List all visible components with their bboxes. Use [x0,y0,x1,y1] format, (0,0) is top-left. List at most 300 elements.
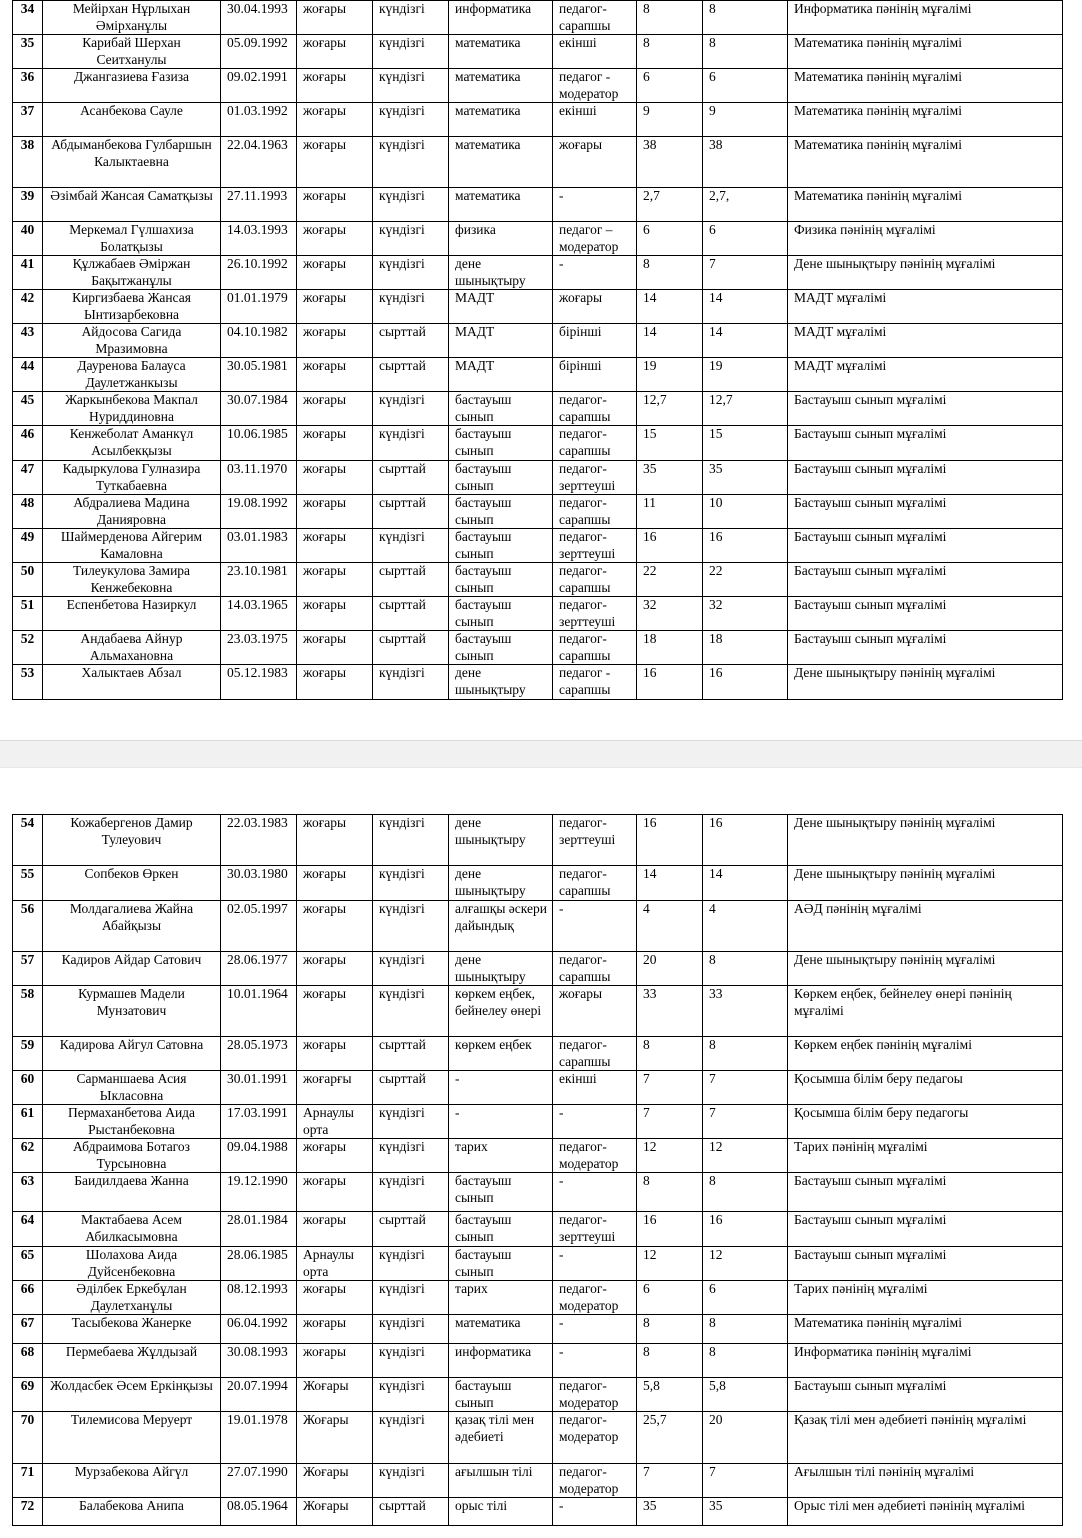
teaching-experience-cell: 14 [703,324,788,358]
total-experience-cell: 35 [637,461,703,495]
row-number-cell: 72 [13,1498,43,1526]
teacher-name-cell: Кадиров Айдар Сатович [43,952,221,986]
specialty-cell: көркем еңбек, бейнелеу өнері [449,986,553,1037]
birth-date-cell: 30.07.1984 [221,392,297,426]
specialty-cell: бастауыш сынып [449,495,553,529]
position-cell: Дене шынықтыру пәнінің мұғалімі [788,665,1063,700]
birth-date-cell: 26.10.1992 [221,256,297,290]
teacher-name-cell: Халыктаев Абзал [43,665,221,700]
teaching-experience-cell: 33 [703,986,788,1037]
position-cell: Математика пәнінің мұғалімі [788,1315,1063,1344]
position-cell: Бастауыш сынып мұғалімі [788,631,1063,665]
specialty-cell: ағылшын тілі [449,1464,553,1498]
birth-date-cell: 01.01.1979 [221,290,297,324]
document-page-1 [12,0,1062,700]
study-form-cell: күндізгі [373,952,449,986]
table-row [13,461,1063,495]
study-form-cell: күндізгі [373,901,449,952]
specialty-cell: бастауыш сынып [449,1173,553,1212]
staff-table-page-2 [12,814,1063,1526]
education-level-cell: жоғары [297,597,373,631]
table-row [13,1412,1063,1464]
qualification-category-cell: - [553,1247,637,1281]
teaching-experience-cell: 8 [703,1315,788,1344]
table-row [13,188,1063,222]
education-level-cell: жоғары [297,563,373,597]
birth-date-cell: 27.07.1990 [221,1464,297,1498]
education-level-cell: жоғары [297,137,373,188]
teaching-experience-cell: 32 [703,597,788,631]
position-cell: Физика пәнінің мұғалімі [788,222,1063,256]
teaching-experience-cell: 18 [703,631,788,665]
table-row [13,1281,1063,1315]
specialty-cell: МАДТ [449,358,553,392]
teacher-name-cell: Асанбекова Сауле [43,103,221,137]
total-experience-cell: 19 [637,358,703,392]
total-experience-cell: 6 [637,222,703,256]
total-experience-cell: 16 [637,529,703,563]
specialty-cell: дене шынықтыру [449,256,553,290]
teaching-experience-cell: 22 [703,563,788,597]
qualification-category-cell: - [553,1105,637,1139]
education-level-cell: жоғары [297,495,373,529]
specialty-cell: физика [449,222,553,256]
position-cell: Тарих пәнінің мұғалімі [788,1281,1063,1315]
birth-date-cell: 05.12.1983 [221,665,297,700]
position-cell: Көркем еңбек пәнінің мұғалімі [788,1037,1063,1071]
specialty-cell: бастауыш сынып [449,631,553,665]
position-cell: Математика пәнінің мұғалімі [788,103,1063,137]
row-number-cell: 42 [13,290,43,324]
study-form-cell: күндізгі [373,986,449,1037]
teaching-experience-cell: 14 [703,866,788,901]
study-form-cell: күндізгі [373,1315,449,1344]
table-row [13,665,1063,700]
teacher-name-cell: Андабаева Айнур Альмахановна [43,631,221,665]
teaching-experience-cell: 12 [703,1139,788,1173]
position-cell: Орыс тілі мен әдебиеті пәнінің мұғалімі [788,1498,1063,1526]
table-row [13,1464,1063,1498]
row-number-cell: 52 [13,631,43,665]
specialty-cell: бастауыш сынып [449,1378,553,1412]
teaching-experience-cell: 20 [703,1412,788,1464]
total-experience-cell: 8 [637,1344,703,1378]
education-level-cell: жоғары [297,290,373,324]
document-page-2 [12,814,1062,1526]
position-cell: Информатика пәнінің мұғалімі [788,1,1063,35]
qualification-category-cell: педагог-зерттеуші [553,1212,637,1247]
qualification-category-cell: педагог-модератор [553,1412,637,1464]
position-cell: Математика пәнінің мұғалімі [788,35,1063,69]
qualification-category-cell: жоғары [553,290,637,324]
teacher-name-cell: Карибай Шерхан Сеитханулы [43,35,221,69]
total-experience-cell: 33 [637,986,703,1037]
teacher-name-cell: Мактабаева Асем Абилкасымовна [43,1212,221,1247]
table-row [13,952,1063,986]
qualification-category-cell: педагог-зерттеуші [553,815,637,866]
table-row [13,324,1063,358]
education-level-cell: жоғары [297,461,373,495]
qualification-category-cell: педагог-зерттеуші [553,597,637,631]
qualification-category-cell: - [553,1498,637,1526]
row-number-cell: 55 [13,866,43,901]
study-form-cell: күндізгі [373,103,449,137]
specialty-cell: - [449,1105,553,1139]
qualification-category-cell: жоғары [553,986,637,1037]
study-form-cell: күндізгі [373,815,449,866]
teaching-experience-cell: 2,7, [703,188,788,222]
teacher-name-cell: Баидилдаева Жанна [43,1173,221,1212]
row-number-cell: 59 [13,1037,43,1071]
qualification-category-cell: бірінші [553,358,637,392]
position-cell: Бастауыш сынып мұғалімі [788,529,1063,563]
total-experience-cell: 6 [637,1281,703,1315]
qualification-category-cell: педагог-модератор [553,1281,637,1315]
teacher-name-cell: Тасыбекова Жанерке [43,1315,221,1344]
row-number-cell: 71 [13,1464,43,1498]
study-form-cell: күндізгі [373,290,449,324]
table-row [13,1105,1063,1139]
teaching-experience-cell: 8 [703,952,788,986]
teacher-name-cell: Пермебаева Жұлдызай [43,1344,221,1378]
education-level-cell: жоғары [297,901,373,952]
specialty-cell: орыс тілі [449,1498,553,1526]
birth-date-cell: 04.10.1982 [221,324,297,358]
teaching-experience-cell: 16 [703,815,788,866]
teaching-experience-cell: 12 [703,1247,788,1281]
specialty-cell: тарих [449,1139,553,1173]
teaching-experience-cell: 8 [703,1344,788,1378]
study-form-cell: күндізгі [373,1412,449,1464]
qualification-category-cell: - [553,1173,637,1212]
total-experience-cell: 12 [637,1139,703,1173]
total-experience-cell: 12 [637,1247,703,1281]
row-number-cell: 61 [13,1105,43,1139]
qualification-category-cell: педагог-сарапшы [553,426,637,461]
education-level-cell: жоғары [297,1281,373,1315]
row-number-cell: 44 [13,358,43,392]
position-cell: Дене шынықтыру пәнінің мұғалімі [788,815,1063,866]
table-row [13,256,1063,290]
education-level-cell: жоғары [297,426,373,461]
position-cell: Математика пәнінің мұғалімі [788,69,1063,103]
table-row [13,358,1063,392]
teaching-experience-cell: 16 [703,529,788,563]
birth-date-cell: 17.03.1991 [221,1105,297,1139]
study-form-cell: күндізгі [373,1378,449,1412]
teaching-experience-cell: 12,7 [703,392,788,426]
teaching-experience-cell: 8 [703,35,788,69]
birth-date-cell: 22.03.1983 [221,815,297,866]
table-row [13,392,1063,426]
teacher-name-cell: Джангазиева Ғазиза [43,69,221,103]
study-form-cell: сырттай [373,495,449,529]
specialty-cell: бастауыш сынып [449,1212,553,1247]
specialty-cell: математика [449,103,553,137]
total-experience-cell: 8 [637,256,703,290]
teacher-name-cell: Киргизбаева Жансая Ынтизарбековна [43,290,221,324]
study-form-cell: күндізгі [373,1139,449,1173]
specialty-cell: информатика [449,1,553,35]
position-cell: Тарих пәнінің мұғалімі [788,1139,1063,1173]
row-number-cell: 62 [13,1139,43,1173]
teacher-name-cell: Жолдасбек Әсем Еркінқызы [43,1378,221,1412]
page-separator [0,740,1082,768]
row-number-cell: 35 [13,35,43,69]
education-level-cell: Жоғары [297,1464,373,1498]
specialty-cell: бастауыш сынып [449,1247,553,1281]
teaching-experience-cell: 35 [703,461,788,495]
table-row [13,1071,1063,1105]
total-experience-cell: 22 [637,563,703,597]
table-row [13,866,1063,901]
qualification-category-cell: педагог-сарапшы [553,392,637,426]
teaching-experience-cell: 6 [703,1281,788,1315]
specialty-cell: математика [449,35,553,69]
total-experience-cell: 14 [637,866,703,901]
table-row [13,1498,1063,1526]
specialty-cell: дене шынықтыру [449,866,553,901]
birth-date-cell: 06.04.1992 [221,1315,297,1344]
total-experience-cell: 8 [637,1,703,35]
table-row [13,222,1063,256]
birth-date-cell: 19.08.1992 [221,495,297,529]
table-row [13,290,1063,324]
total-experience-cell: 5,8 [637,1378,703,1412]
row-number-cell: 67 [13,1315,43,1344]
teacher-name-cell: Құлжабаев Әміржан Бақытжанұлы [43,256,221,290]
total-experience-cell: 8 [637,1173,703,1212]
birth-date-cell: 30.05.1981 [221,358,297,392]
specialty-cell: МАДТ [449,290,553,324]
table-row [13,901,1063,952]
study-form-cell: күндізгі [373,392,449,426]
teacher-name-cell: Кадыркулова Гулназира Туткабаевна [43,461,221,495]
birth-date-cell: 14.03.1965 [221,597,297,631]
education-level-cell: жоғары [297,35,373,69]
birth-date-cell: 28.01.1984 [221,1212,297,1247]
birth-date-cell: 02.05.1997 [221,901,297,952]
row-number-cell: 37 [13,103,43,137]
birth-date-cell: 08.12.1993 [221,1281,297,1315]
table-row [13,1315,1063,1344]
table-row [13,137,1063,188]
qualification-category-cell: педагог – модератор [553,222,637,256]
specialty-cell: тарих [449,1281,553,1315]
row-number-cell: 38 [13,137,43,188]
row-number-cell: 54 [13,815,43,866]
row-number-cell: 48 [13,495,43,529]
table-row [13,815,1063,866]
education-level-cell: жоғары [297,1344,373,1378]
education-level-cell: жоғары [297,1037,373,1071]
teacher-name-cell: Тилемисова Меруерт [43,1412,221,1464]
qualification-category-cell: педагог-зерттеуші [553,529,637,563]
study-form-cell: сырттай [373,1498,449,1526]
education-level-cell: жоғары [297,222,373,256]
row-number-cell: 49 [13,529,43,563]
birth-date-cell: 09.04.1988 [221,1139,297,1173]
table-row [13,986,1063,1037]
table-row [13,597,1063,631]
total-experience-cell: 12,7 [637,392,703,426]
education-level-cell: жоғары [297,392,373,426]
qualification-category-cell: педагог - сарапшы [553,665,637,700]
birth-date-cell: 20.07.1994 [221,1378,297,1412]
table-row [13,631,1063,665]
total-experience-cell: 35 [637,1498,703,1526]
birth-date-cell: 28.06.1985 [221,1247,297,1281]
teacher-name-cell: Әділбек Еркебұлан Даулетханұлы [43,1281,221,1315]
total-experience-cell: 7 [637,1464,703,1498]
teaching-experience-cell: 7 [703,1105,788,1139]
teaching-experience-cell: 8 [703,1037,788,1071]
teaching-experience-cell: 16 [703,665,788,700]
qualification-category-cell: педагог-модератор [553,1139,637,1173]
study-form-cell: күндізгі [373,1173,449,1212]
table-row [13,495,1063,529]
total-experience-cell: 2,7 [637,188,703,222]
position-cell: МАДТ мұғалімі [788,324,1063,358]
position-cell: Бастауыш сынып мұғалімі [788,1173,1063,1212]
row-number-cell: 53 [13,665,43,700]
teaching-experience-cell: 14 [703,290,788,324]
row-number-cell: 40 [13,222,43,256]
teacher-name-cell: Еспенбетова Назиркул [43,597,221,631]
education-level-cell: жоғары [297,952,373,986]
total-experience-cell: 16 [637,815,703,866]
qualification-category-cell: педагог-сарапшы [553,495,637,529]
teacher-name-cell: Тилеукулова Замира Кенжебековна [43,563,221,597]
teacher-name-cell: Мурзабекова Айгүл [43,1464,221,1498]
teacher-name-cell: Жаркынбекова Макпал Нуриддиновна [43,392,221,426]
total-experience-cell: 8 [637,35,703,69]
row-number-cell: 46 [13,426,43,461]
qualification-category-cell: педагог-сарапшы [553,631,637,665]
qualification-category-cell: бірінші [553,324,637,358]
teacher-name-cell: Кенжеболат Аманкүл Асылбекқызы [43,426,221,461]
total-experience-cell: 11 [637,495,703,529]
row-number-cell: 66 [13,1281,43,1315]
specialty-cell: математика [449,1315,553,1344]
study-form-cell: күндізгі [373,866,449,901]
table-row [13,1139,1063,1173]
position-cell: МАДТ мұғалімі [788,290,1063,324]
birth-date-cell: 28.05.1973 [221,1037,297,1071]
table-row [13,1378,1063,1412]
teacher-name-cell: Балабекова Анипа [43,1498,221,1526]
study-form-cell: сырттай [373,597,449,631]
study-form-cell: күндізгі [373,137,449,188]
total-experience-cell: 25,7 [637,1412,703,1464]
education-level-cell: жоғары [297,1315,373,1344]
position-cell: Бастауыш сынып мұғалімі [788,563,1063,597]
study-form-cell: күндізгі [373,35,449,69]
study-form-cell: күндізгі [373,1464,449,1498]
birth-date-cell: 30.03.1980 [221,866,297,901]
education-level-cell: Жоғары [297,1498,373,1526]
birth-date-cell: 03.01.1983 [221,529,297,563]
study-form-cell: күндізгі [373,188,449,222]
birth-date-cell: 22.04.1963 [221,137,297,188]
teacher-name-cell: Сарманшаева Асия Ыкласовна [43,1071,221,1105]
study-form-cell: сырттай [373,1212,449,1247]
teacher-name-cell: Курмашев Мадели Мунзатович [43,986,221,1037]
total-experience-cell: 16 [637,665,703,700]
birth-date-cell: 01.03.1992 [221,103,297,137]
specialty-cell: бастауыш сынып [449,597,553,631]
education-level-cell: жоғары [297,631,373,665]
table-row [13,35,1063,69]
teacher-name-cell: Айдосова Сагида Мразимовна [43,324,221,358]
study-form-cell: сырттай [373,631,449,665]
staff-table-page-1 [12,0,1063,700]
row-number-cell: 64 [13,1212,43,1247]
position-cell: Қазақ тілі мен әдебиеті пәнінің мұғалімі [788,1412,1063,1464]
study-form-cell: сырттай [373,324,449,358]
total-experience-cell: 7 [637,1105,703,1139]
birth-date-cell: 19.01.1978 [221,1412,297,1464]
position-cell: Қосымша білім беру педагогы [788,1105,1063,1139]
teaching-experience-cell: 16 [703,1212,788,1247]
table-row [13,1037,1063,1071]
position-cell: МАДТ мұғалімі [788,358,1063,392]
position-cell: Бастауыш сынып мұғалімі [788,426,1063,461]
teaching-experience-cell: 38 [703,137,788,188]
teaching-experience-cell: 5,8 [703,1378,788,1412]
total-experience-cell: 4 [637,901,703,952]
qualification-category-cell: педагог - модератор [553,69,637,103]
teacher-name-cell: Шаймерденова Айгерим Камаловна [43,529,221,563]
table-row [13,529,1063,563]
teaching-experience-cell: 8 [703,1173,788,1212]
specialty-cell: бастауыш сынып [449,529,553,563]
row-number-cell: 69 [13,1378,43,1412]
teaching-experience-cell: 6 [703,69,788,103]
study-form-cell: сырттай [373,461,449,495]
total-experience-cell: 20 [637,952,703,986]
teaching-experience-cell: 35 [703,1498,788,1526]
specialty-cell: бастауыш сынып [449,461,553,495]
study-form-cell: күндізгі [373,256,449,290]
specialty-cell: - [449,1071,553,1105]
row-number-cell: 51 [13,597,43,631]
position-cell: Бастауыш сынып мұғалімі [788,1378,1063,1412]
table-row [13,103,1063,137]
teacher-name-cell: Дауренова Балауса Даулетжанкызы [43,358,221,392]
total-experience-cell: 15 [637,426,703,461]
row-number-cell: 58 [13,986,43,1037]
row-number-cell: 63 [13,1173,43,1212]
specialty-cell: математика [449,137,553,188]
specialty-cell: математика [449,188,553,222]
position-cell: Бастауыш сынып мұғалімі [788,1212,1063,1247]
study-form-cell: күндізгі [373,222,449,256]
specialty-cell: алғашқы әскери дайындық [449,901,553,952]
position-cell: Қосымша білім беру педагоы [788,1071,1063,1105]
position-cell: Бастауыш сынып мұғалімі [788,495,1063,529]
position-cell: Дене шынықтыру пәнінің мұғалімі [788,866,1063,901]
total-experience-cell: 14 [637,290,703,324]
qualification-category-cell: екінші [553,35,637,69]
study-form-cell: сырттай [373,1071,449,1105]
teaching-experience-cell: 19 [703,358,788,392]
total-experience-cell: 9 [637,103,703,137]
qualification-category-cell: - [553,188,637,222]
qualification-category-cell: педагог-сарапшы [553,563,637,597]
qualification-category-cell: педагог-зерттеуші [553,461,637,495]
qualification-category-cell: - [553,1344,637,1378]
